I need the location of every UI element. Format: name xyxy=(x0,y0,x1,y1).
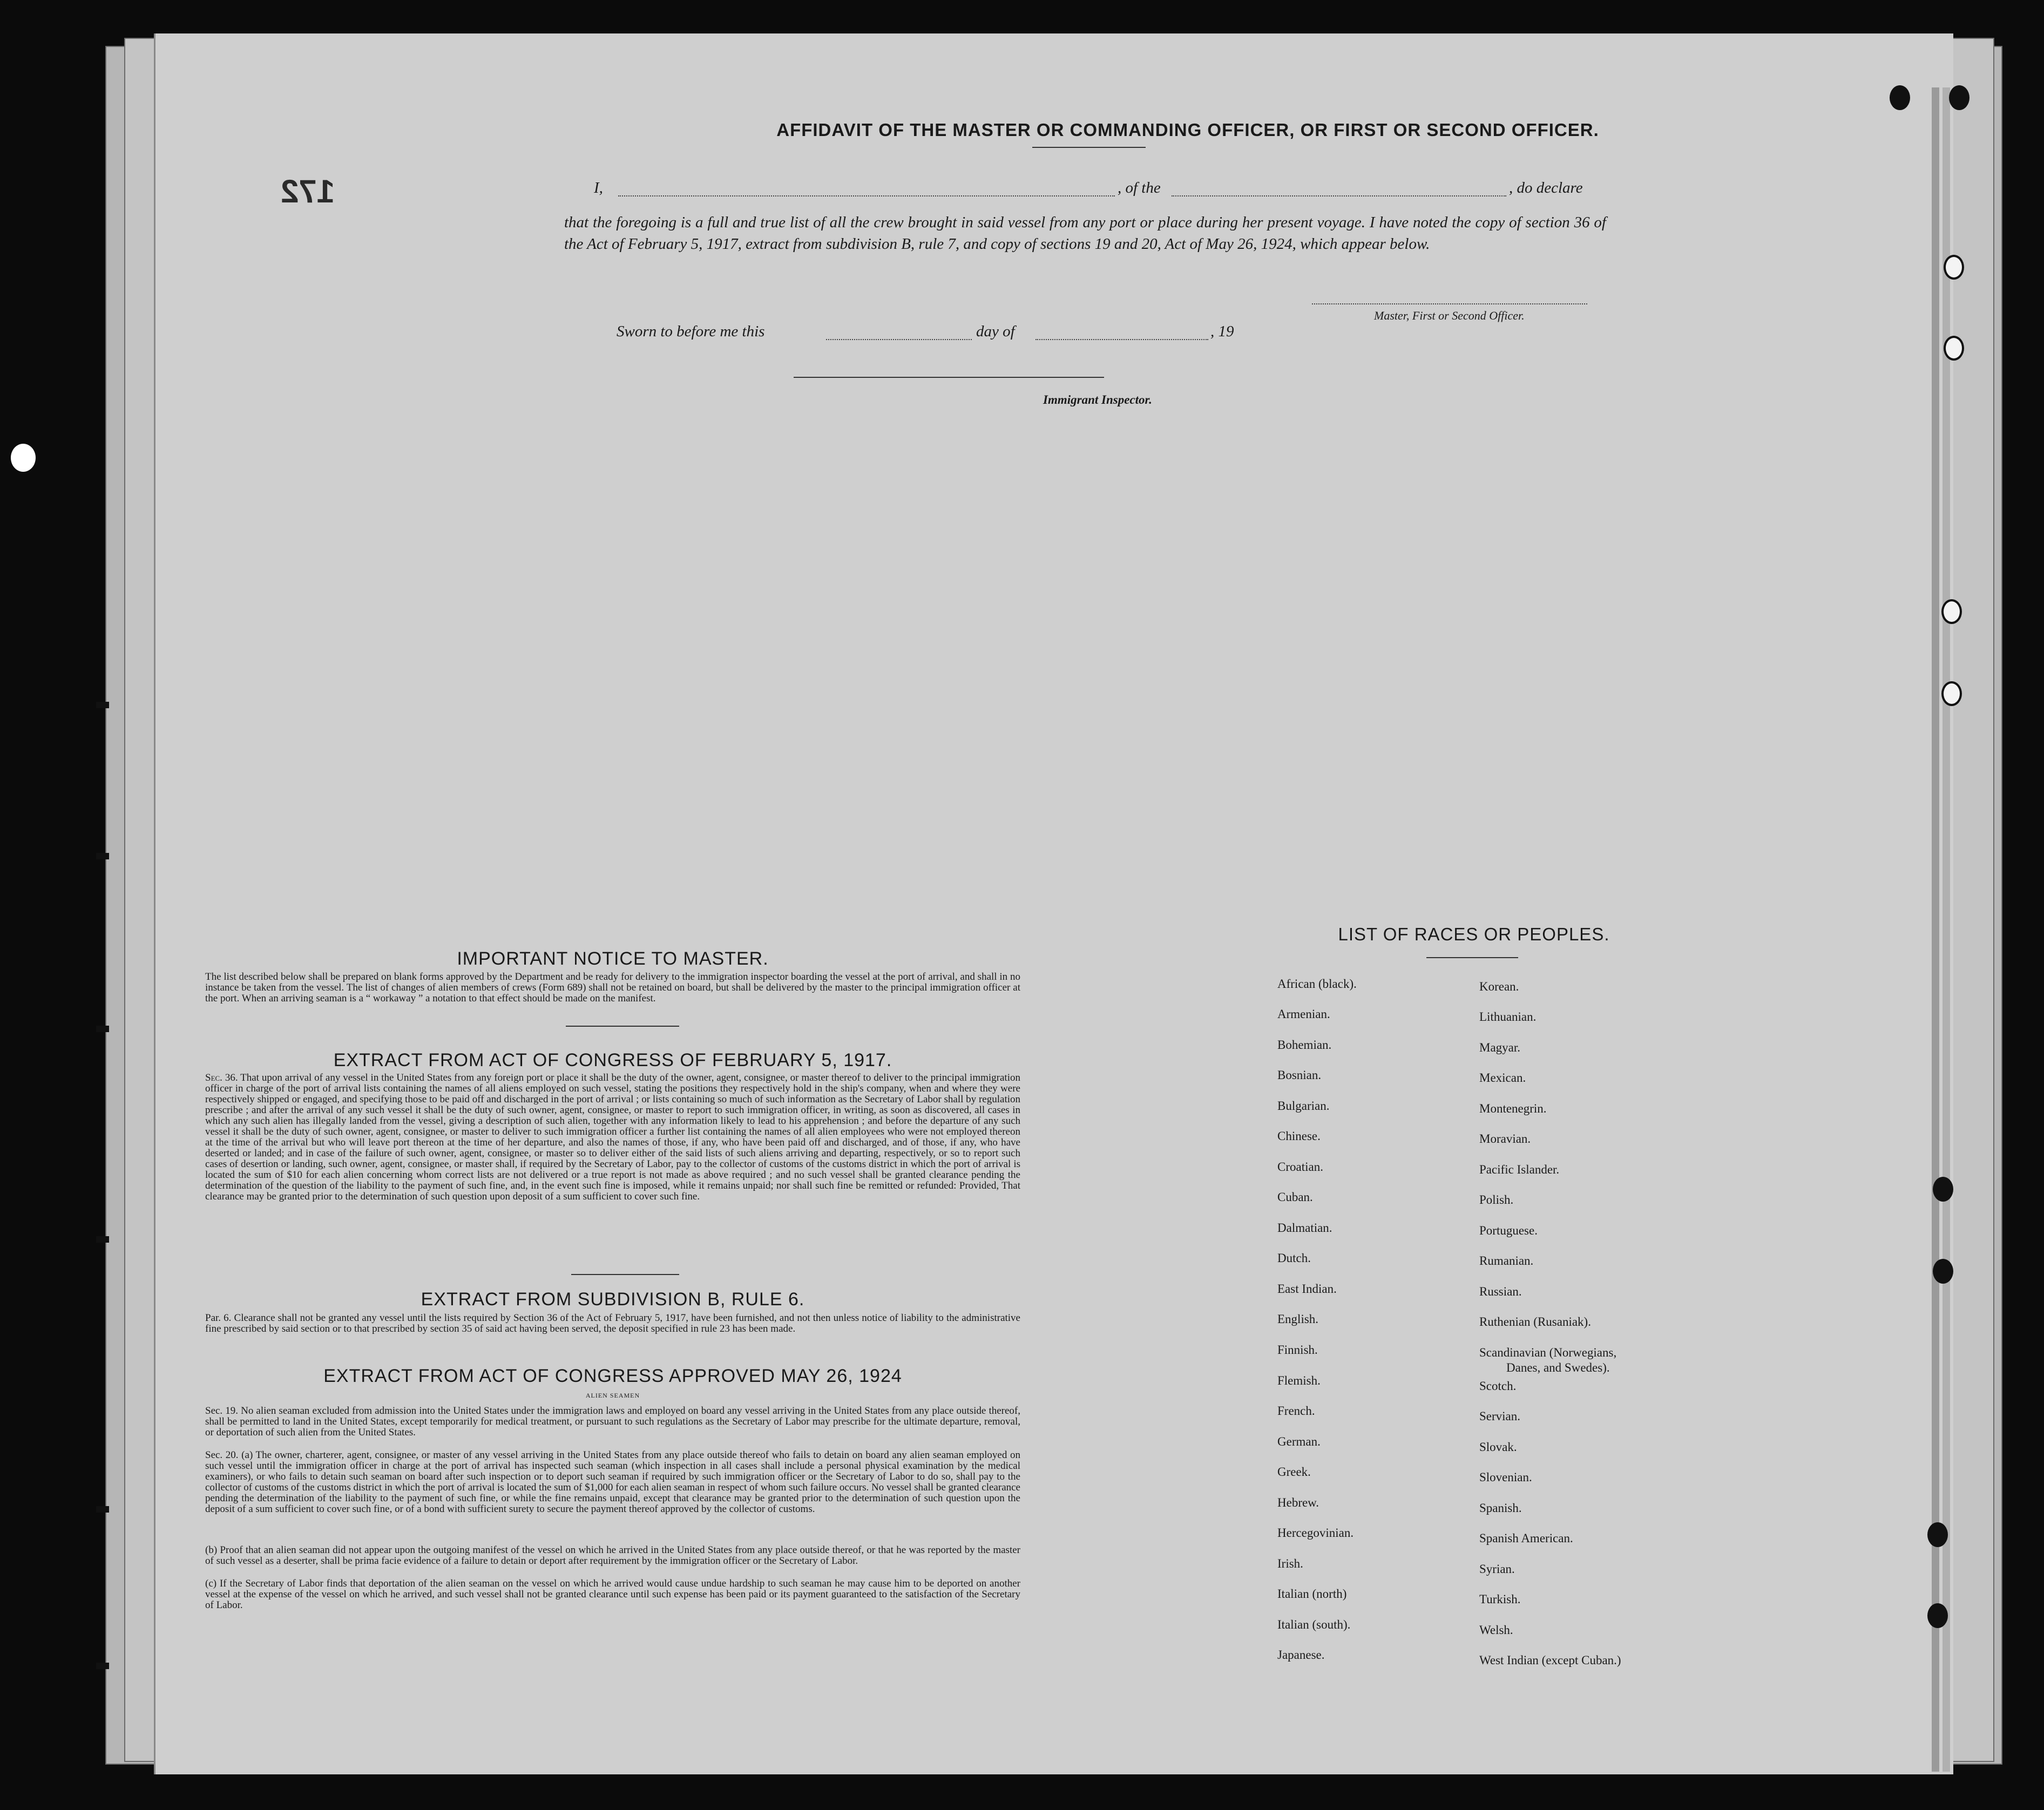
race-left-item: English. xyxy=(1277,1312,1319,1326)
left-tab-mark xyxy=(96,853,109,859)
race-left-item: Bohemian. xyxy=(1277,1038,1332,1052)
affidavit-line-start: I, xyxy=(594,179,603,196)
race-right-item: Pacific Islander. xyxy=(1479,1163,1560,1176)
race-right-item: Syrian. xyxy=(1479,1562,1515,1576)
page-number: 172 xyxy=(281,173,335,209)
race-right-item: Turkish. xyxy=(1479,1592,1521,1606)
affidavit-body: that the foregoing is a full and true list of all the crew brought in said vessel from any port or place during her present voyage. I have noted the copy of section 36 of the Act of February 5, 1917, extract from subdivision B, rule 7, and copy of sections 19 and 20, Act of May 26, 1924, which appear below. xyxy=(564,214,1606,253)
race-left-item: Hercegovinian. xyxy=(1277,1526,1354,1540)
signature-line xyxy=(1312,303,1587,304)
master-name-blank xyxy=(618,181,1115,196)
extract-1917-title: EXTRACT FROM ACT OF CONGRESS OF FEBRUARY 5, 1917. xyxy=(333,1050,892,1070)
extract-1917-sec-label: Sec. 36. xyxy=(205,1072,238,1083)
title-divider xyxy=(1032,147,1146,148)
section-divider xyxy=(566,1026,679,1027)
punch-hole xyxy=(1890,85,1910,110)
left-tab-mark xyxy=(96,1026,109,1032)
sheet-edge xyxy=(1932,87,1939,1772)
section-divider xyxy=(571,1274,679,1275)
race-left-item: Armenian. xyxy=(1277,1007,1330,1021)
race-right-item: Servian. xyxy=(1479,1409,1521,1423)
races-divider xyxy=(1426,957,1518,958)
sworn-text-mid: day of xyxy=(976,323,1015,340)
punch-hole xyxy=(1944,255,1964,280)
race-left-item: African (black). xyxy=(1277,977,1357,991)
sworn-text-end: , 19 xyxy=(1210,323,1234,340)
affidavit-line-end: , do declare xyxy=(1509,179,1583,196)
extract-1917-body xyxy=(205,1073,1020,1202)
race-right-item: Mexican. xyxy=(1479,1071,1526,1084)
race-left-item: Croatian. xyxy=(1277,1160,1323,1174)
race-left-item: French. xyxy=(1277,1404,1315,1418)
race-left-item: Italian (south). xyxy=(1277,1618,1351,1631)
sworn-text-start: Sworn to before me this xyxy=(617,323,765,340)
race-left-item: East Indian. xyxy=(1277,1282,1337,1296)
race-right-item: Rumanian. xyxy=(1479,1254,1534,1267)
race-right-item: Spanish. xyxy=(1479,1501,1522,1515)
notice-title: IMPORTANT NOTICE TO MASTER. xyxy=(457,948,769,969)
extract-1917-text: That upon arrival of any vessel in the United States from any foreign port or place it shall be the duty of the owner, agent, consignee, or master thereof to deliver to the principal immigration officer in charge of the port of arrival lists containing the names of all aliens employed on such vessel, stating the positions they respectively hold in the ship's company, when and where they were respectively shipped or engaged, and specifying those to be paid off and discharged in the port of arrival ; or lists containing so much of such information as the Secretary of Labor shall by regulation prescribe ; and after the arrival of any such vessel it shall be the duty of such owner, agent, consignee, or master to report to such immigration officer, in writing, as soon as discovered, all cases in which any such alien has illegally landed from the vessel, giving a description of such alien, together with any information likely to lead to his apprehension ; and before the departure of any such vessel it shall be the duty of such owner, agent, consignee, or master to deliver to such immigration officer a further list containing the names of all alien employees who were not employed thereon at the time of the arrival but who will leave port thereon at the time of her departure, and also the names of those, if any, who have been paid off and discharged, and of those, if any, who have deserted or landed; and in case of the failure of such owner, agent, consignee, or master so to deliver either of the said lists of such aliens arriving and departing, respectively, or so to report such cases of desertion or landing, such owner, agent, consignee, or master shall, if required by the Secretary of Labor, pay to the collector of customs of the customs district in which the port of arrival is located the sum of $10 for each alien concerning whom correct lists are not delivered or a true report is not made as above required ; and no such vessel shall be granted clearance pending the determination of the question of the liability to the payment of such fine, and, in the event such fine is imposed, while it remains unpaid; nor shall such fine be remitted or refunded: Provided, That clearance may be granted prior to the determination of such question upon deposit of a sum sufficient to cover such fine. xyxy=(205,1072,1020,1202)
race-left-item: Italian (north) xyxy=(1277,1587,1347,1601)
affidavit-title: AFFIDAVIT OF THE MASTER OR COMMANDING OFFICER, OR FIRST OR SECOND OFFICER. xyxy=(776,120,1599,140)
race-right-item: Portuguese. xyxy=(1479,1224,1538,1237)
race-left-item: Cuban. xyxy=(1277,1190,1313,1204)
extract-1924-subtitle: ALIEN SEAMEN xyxy=(585,1392,640,1399)
race-right-item: Slovak. xyxy=(1479,1440,1517,1454)
race-left-item: Hebrew. xyxy=(1277,1496,1319,1509)
extract-1924-sec20a: Sec. 20. (a) The owner, charterer, agent, consignee, or master of any vessel arriving in the United States from any place outside thereof who fails to detain on board any alien seaman employed on such vessel until the immigration officer in charge at the port of arrival has inspected such seaman (which inspection in all cases shall include a personal physical examination by the medical examiners), or who fails to detain such seaman on board after such inspection or to deport such seaman if required by such immigration officer or the Secretary of Labor to do so, shall pay to the collector of customs of the customs district in which the port of arrival is located the sum of $1,000 for each alien seaman in respect of whom such failure occurs. No vessel shall be granted clearance pending the determination of the liability to the payment of such fine, or while the fine remains unpaid, except that clearance may be granted prior to the determination of such question upon the deposit of a sum sufficient to cover such fine, or of a bond with sufficient surety to secure the payment thereof approved by the collector of customs. xyxy=(205,1449,1020,1515)
extract-1924-sec20c: (c) If the Secretary of Labor finds that deportation of the alien seaman on the vessel on which he arrived would cause undue hardship to such seaman he may cause him to be deported on another vessel at the expense of the vessel on which he arrived, and such vessel shall not be granted clearance until such expense has been paid or its payment guaranteed to the satisfaction of the Secretary of Labor. xyxy=(205,1578,1020,1611)
races-title: LIST OF RACES OR PEOPLES. xyxy=(1338,924,1610,944)
race-left-item: Greek. xyxy=(1277,1465,1311,1479)
notice-body: The list described below shall be prepared on blank forms approved by the Department and be ready for delivery to the immigration inspector boarding the vessel at the port of arrival, and shall in no instance be taken from the vessel. The list of changes of alien members of crews (Form 689) shall not be retained on board, but shall be delivered by the master to the principal immigration officer at the port. When an arriving seaman is a “ workaway ” a notation to that effect should be made on the manifest. xyxy=(205,971,1020,1004)
race-right-item: Spanish American. xyxy=(1479,1531,1573,1545)
left-tab-mark xyxy=(96,1506,109,1513)
punch-hole xyxy=(1933,1259,1953,1284)
race-left-item: Dutch. xyxy=(1277,1251,1311,1265)
race-right-item: Russian. xyxy=(1479,1285,1522,1298)
punch-hole xyxy=(1933,1177,1953,1202)
race-right-item: Scotch. xyxy=(1479,1379,1517,1393)
race-right-continuation: Danes, and Swedes). xyxy=(1506,1361,1610,1374)
signature-label: Master, First or Second Officer. xyxy=(1374,309,1525,322)
extract-rule6-title: EXTRACT FROM SUBDIVISION B, RULE 6. xyxy=(421,1289,805,1310)
race-right-item: Korean. xyxy=(1479,980,1519,993)
race-left-item: Japanese. xyxy=(1277,1648,1325,1662)
race-left-item: Bulgarian. xyxy=(1277,1099,1330,1113)
punch-hole xyxy=(1941,599,1962,624)
race-right-item: Polish. xyxy=(1479,1193,1514,1206)
left-tab-mark xyxy=(96,702,109,708)
race-left-item: Irish. xyxy=(1277,1557,1303,1570)
affidavit-line-mid: , of the xyxy=(1118,179,1161,196)
extract-1924-title: EXTRACT FROM ACT OF CONGRESS APPROVED MAY 26, 1924 xyxy=(323,1366,902,1386)
race-right-item: Welsh. xyxy=(1479,1623,1513,1637)
punch-hole xyxy=(1941,681,1962,706)
race-left-item: German. xyxy=(1277,1435,1321,1448)
sworn-month-blank xyxy=(1035,325,1208,340)
race-right-item: Moravian. xyxy=(1479,1132,1531,1145)
extract-1924-sec20b: (b) Proof that an alien seaman did not appear upon the outgoing manifest of the vessel on which he arrived in the United States from any place outside thereof, or that he was reported by the master of such vessel as a deserter, shall be prima facie evidence of a failure to detain or deport after requirement by the immigration officer or the Secretary of Labor. xyxy=(205,1544,1020,1567)
race-right-item: Montenegrin. xyxy=(1479,1102,1547,1115)
inspector-signature-line xyxy=(794,377,1104,378)
race-right-item: Ruthenian (Rusaniak). xyxy=(1479,1315,1591,1328)
left-tab-mark xyxy=(96,1236,109,1243)
punch-hole xyxy=(1927,1522,1948,1547)
race-right-item: Lithuanian. xyxy=(1479,1010,1537,1023)
left-tab-mark xyxy=(96,1663,109,1669)
punch-hole xyxy=(1944,336,1964,361)
extract-1924-sec19: Sec. 19. No alien seaman excluded from admission into the United States under the immigration laws and employed on board any vessel arriving in the United States from any place outside thereof, shall be permitted to land in the United States, except temporarily for medical treatment, or pursuant to such regulations as the Secretary of Labor may prescribe for the ultimate departure, removal, or deportation of such alien from the United States. xyxy=(205,1405,1020,1438)
race-left-item: Bosnian. xyxy=(1277,1068,1322,1082)
binder-hole xyxy=(11,444,36,472)
race-left-item: Flemish. xyxy=(1277,1374,1321,1387)
race-left-item: Chinese. xyxy=(1277,1129,1321,1143)
punch-hole xyxy=(1927,1603,1948,1628)
race-right-item: West Indian (except Cuban.) xyxy=(1479,1653,1621,1667)
race-right-item: Slovenian. xyxy=(1479,1470,1532,1484)
punch-hole xyxy=(1949,85,1969,110)
race-right-item: Magyar. xyxy=(1479,1041,1521,1054)
sworn-day-blank xyxy=(826,325,972,340)
inspector-label: Immigrant Inspector. xyxy=(1043,393,1152,406)
extract-rule6-body: Par. 6. Clearance shall not be granted any vessel until the lists required by Section 36 of the Act of February 5, 1917, have been furnished, and not then unless notice of liability to the administrative fine prescribed by said section or to that prescribed by section 35 of said act having been served, the deposit specified in rule 23 has been made. xyxy=(205,1312,1020,1334)
race-left-item: Finnish. xyxy=(1277,1343,1318,1357)
race-left-item: Dalmatian. xyxy=(1277,1221,1332,1235)
race-right-item: Scandinavian (Norwegians, xyxy=(1479,1346,1617,1359)
vessel-name-blank xyxy=(1172,181,1506,196)
